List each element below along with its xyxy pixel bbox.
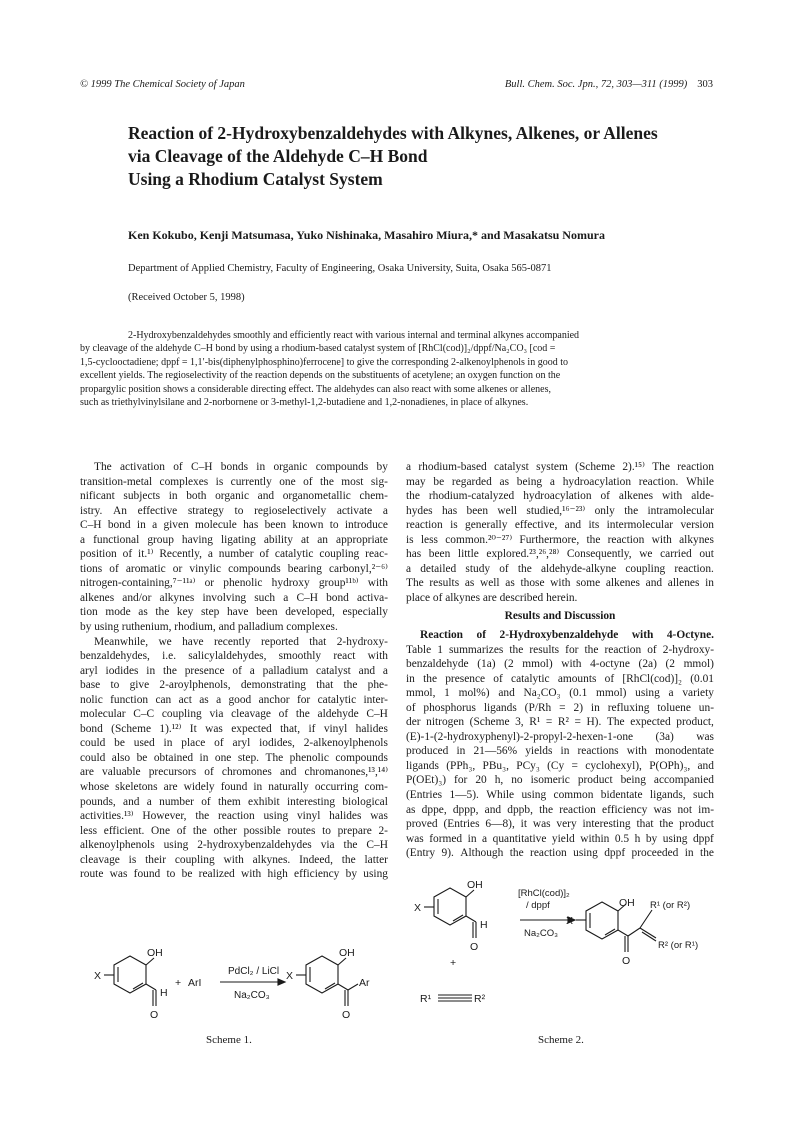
- affiliation: Department of Applied Chemistry, Faculty of Engineering, Osaka University, Suita, Osaka 565-0871: [128, 263, 552, 274]
- text-line: by using ruthenium, rhodium, and palladium complexes.: [80, 621, 338, 634]
- text-line: The results as well as those with some alkenes and allenes in: [406, 577, 714, 590]
- reagent-top: PdCl₂ / LiCl: [228, 966, 280, 977]
- abstract-line: such as triethylvinylsilane and 2-norbornene or 3-methyl-1,2-butadiene and 1,2-nonadienes, in place of alkynes.: [80, 397, 529, 409]
- abstract-line: 1,5-cyclooctadiene; dppf = 1,1′-bis(diphenylphosphino)ferrocene] to give the corresponding 2-alkenoylphenols in good to: [80, 356, 568, 368]
- alkene-bond: [628, 928, 640, 936]
- abstract: [80, 329, 713, 409]
- text-line: Meanwhile, we have recently reported that 2-hydroxy-: [94, 635, 388, 648]
- o-label: O: [150, 1009, 159, 1021]
- plus-sign: +: [450, 957, 457, 969]
- text-line: place of alkynes are described herein.: [406, 591, 578, 604]
- text-line: base to give 2-aroylphenols, demonstrating that the phe-: [80, 679, 388, 692]
- h-label: H: [480, 919, 488, 931]
- left-column: [80, 460, 388, 882]
- r2-product-label: R² (or R¹): [658, 940, 699, 951]
- text-line: The activation of C–H bonds in organic compounds by: [94, 461, 388, 473]
- x-label: X: [566, 915, 574, 927]
- text-line: Table 1 summarizes the results for the reaction of 2-hydroxy-: [406, 643, 714, 656]
- right-column: [406, 460, 714, 861]
- text-line: may be regarded as being a hydroacylation reaction. While: [406, 475, 714, 488]
- text-line: istry. An effective strategy to regioselectively activate a: [80, 504, 388, 517]
- text-line: cleavage is their coupling with alkynes. Indeed, the latter: [80, 853, 388, 866]
- text-line: could be used in place of aryl iodides, 2-alkenoylphenols: [80, 737, 388, 750]
- text-line: a detailed study of the aldehyde-alkyne coupling reaction.: [406, 562, 714, 575]
- arrow-head: [278, 979, 285, 985]
- oh-bond: [338, 958, 346, 965]
- text-line: transition-metal complexes is currently one of the most sig-: [80, 475, 388, 488]
- x-label: X: [94, 970, 102, 982]
- text-line: as dppe, dppp, and dppb, the reaction efficiency was not im-: [406, 803, 714, 816]
- text-line: proved (Entries 6—8), it was very interesting that the product: [406, 818, 714, 831]
- oh-label: OH: [339, 947, 355, 959]
- r1-product-label: R¹ (or R²): [650, 900, 691, 911]
- text-line: tions of aromatic or vinylic compounds bearing carbonyl,²⁻⁶⁾: [80, 562, 388, 575]
- ligand-label: / dppf: [526, 900, 550, 911]
- text-line: nitrogen-containing,⁷⁻¹¹ᵃ⁾ or phenolic hydroxy group¹¹ᵇ⁾ with: [80, 577, 388, 590]
- copyright-line: © 1999 The Chemical Society of Japan: [80, 79, 245, 90]
- r2-label: R²: [474, 993, 486, 1005]
- text-line: C–H bond in a given molecule has been known to introduce: [80, 519, 388, 532]
- title-line: via Cleavage of the Aldehyde C–H Bond: [128, 146, 428, 166]
- section-heading: Results and Discussion: [504, 610, 616, 623]
- aryl-iodide-label: ArI: [188, 977, 202, 989]
- running-header: [80, 79, 713, 93]
- text-line: ligands (PPh₃, PBu₃, PCy₃ (Cy = cyclohexyl), P(OPh)₃, and: [406, 759, 714, 772]
- text-line: reaction is generally effective, and its intermolecular version: [406, 519, 714, 532]
- oh-bond: [146, 958, 154, 965]
- text-line: position of it.¹⁾ Recently, a number of catalytic coupling reac-: [80, 548, 388, 561]
- text-line: (Entry 9). Although the reaction using dppf proceeded in the: [406, 847, 714, 860]
- author-list: Ken Kokubo, Kenji Matsumasa, Yuko Nishinaka, Masahiro Miura,* and Masakatsu Nomura: [128, 228, 605, 242]
- text-line: mmol, 1 mol%) and Na₂CO₃ (0.1 mmol) using a variety: [406, 687, 714, 700]
- title-line: Using a Rhodium Catalyst System: [128, 169, 383, 189]
- text-line: a rhodium-based catalyst system (Scheme 2).¹⁵⁾ The reaction: [406, 461, 714, 473]
- oh-label: OH: [467, 879, 483, 891]
- page-number: 303: [697, 79, 713, 90]
- text-line: are valuable precursors of chromones and chromanones,¹³,¹⁴⁾: [80, 766, 388, 779]
- text-line: in the presence of catalytic amounts of [RhCl(cod)]₂ (0.01: [406, 672, 714, 685]
- o-label: O: [470, 941, 479, 953]
- citation-text: Bull. Chem. Soc. Jpn., 72, 303—311 (1999): [504, 79, 688, 90]
- text-line: is less common.²⁰⁻²⁷⁾ Furthermore, the reaction with alkynes: [406, 533, 714, 546]
- article-title: [128, 122, 708, 191]
- o-label: O: [622, 955, 631, 967]
- oh-label: OH: [619, 897, 635, 909]
- text-line: aryl iodides in the presence of a palladium catalyst and a: [80, 664, 388, 677]
- abstract-line: by cleavage of the aldehyde C–H bond by using a rhodium-based catalyst system of [RhCl(cod)]₂/dppf/Na₂CO₃ [cod =: [80, 343, 556, 355]
- cho-bond: [466, 916, 476, 922]
- text-line: less efficient. One of the other possible routes to prepare 2-: [80, 824, 388, 837]
- intro-continued: [406, 460, 714, 605]
- x-label: X: [286, 970, 294, 982]
- text-line: alkenoylphenols using 2-hydroxybenzaldehydes via the C–H: [80, 839, 388, 852]
- received-date: (Received October 5, 1998): [128, 292, 245, 303]
- text-line: der nitrogen (Scheme 3, R¹ = R² = H). The expected product,: [406, 716, 714, 729]
- title-line: Reaction of 2-Hydroxybenzaldehydes with Alkynes, Alkenes, or Allenes: [128, 123, 658, 143]
- reagent-bottom: Na₂CO₃: [234, 990, 270, 1001]
- text-line: (Entries 1—5). While using common bidentate ligands, such: [406, 789, 714, 802]
- text-line: pounds, and a number of them exhibit interesting biological: [80, 795, 388, 808]
- r1-label: R¹: [420, 993, 432, 1005]
- journal-citation: [505, 79, 713, 90]
- text-line: benzaldehyde (1a) (2 mmol) with 4-octyne (2a) (2 mmol): [406, 658, 714, 671]
- text-line: alkenes and/or alkynes involving such a C–H bond activa-: [80, 591, 388, 604]
- cho-bond: [146, 984, 156, 990]
- results-paragraph: [406, 628, 714, 861]
- text-line: Reaction of 2-Hydroxybenzaldehyde with 4-Octyne.: [420, 629, 714, 642]
- carbonyl-bond: [618, 930, 628, 936]
- base-label: Na₂CO₃: [524, 928, 558, 939]
- scheme-2-caption: Scheme 2.: [538, 1034, 584, 1046]
- h-label: H: [160, 987, 168, 999]
- scheme-2-figure: [406, 862, 716, 1032]
- benzene-ring: [434, 888, 466, 925]
- ar-label: Ar: [359, 977, 370, 989]
- catalyst-label: [RhCl(cod)]₂: [518, 888, 570, 899]
- scheme-1-figure: [80, 934, 390, 1044]
- carbonyl-bond: [338, 984, 348, 990]
- text-line: could also be obtained in one step. The phenolic compounds: [80, 751, 388, 764]
- benzene-ring: [114, 956, 146, 993]
- text-line: a functional group having ligating ability at an appropriate: [80, 533, 388, 546]
- oh-label: OH: [147, 947, 163, 959]
- text-line: benzaldehydes, i.e. salicylaldehydes, smoothly react with: [80, 650, 388, 663]
- text-line: nolic function can act as a good anchor for catalytic inter-: [80, 693, 388, 706]
- text-line: tion mode as the key step have been developed, especially: [80, 606, 388, 619]
- benzene-ring: [306, 956, 338, 993]
- abstract-line: excellent yields. The regioselectivity of the reaction depends on the substituents of acetylene; an oxygen function on the: [80, 370, 561, 382]
- text-line: produced in 21—56% yields in reactions with monodentate: [406, 745, 714, 758]
- text-line: nificant subjects in both organic and organometallic chem-: [80, 490, 388, 503]
- text-line: of phosphorus ligands (P/Rh = 2) in refluxing toluene un-: [406, 701, 714, 714]
- abstract-line: 2-Hydroxybenzaldehydes smoothly and efficiently react with various internal and terminal alkynes accompanied: [128, 330, 580, 341]
- abstract-line: propargylic position shows a considerable directing effect. The aldehydes can also react with some alkenes or allenes,: [80, 383, 551, 395]
- text-line: whose skeletons are widely found in naturally occurring com-: [80, 781, 388, 794]
- benzene-ring: [586, 902, 618, 939]
- text-line: was formed in a quantitative yield within 0.5 h by using dppf: [406, 832, 714, 845]
- scheme-1-caption: Scheme 1.: [206, 1034, 252, 1046]
- text-line: activities.¹³⁾ However, the reaction using vinyl halides was: [80, 810, 388, 823]
- text-line: the rhodium-catalyzed hydroacylation of alkenes with alde-: [406, 490, 714, 503]
- text-line: P(OEt)₃) for 20 h, no isomeric product being accompanied: [406, 774, 714, 787]
- text-line: hydes has been well studied,¹⁶⁻²³⁾ only the intramolecular: [406, 504, 714, 517]
- text-line: has been little explored.²³,²⁶,²⁸⁾ Consequently, we carried out: [406, 548, 714, 561]
- plus-sign: +: [175, 977, 182, 989]
- text-line: molecular C–C coupling via cleavage of the aldehyde C–H: [80, 708, 388, 721]
- text-line: bond (Scheme 1).¹²⁾ It was expected that, if vinyl halides: [80, 722, 388, 735]
- r1-bond: [640, 910, 652, 928]
- o-label: O: [342, 1009, 351, 1021]
- x-label: X: [414, 902, 422, 914]
- text-line: (E)-1-(2-hydroxyphenyl)-2-propyl-2-hexen-1-one (3a) was: [406, 730, 714, 743]
- aryl-bond: [348, 984, 358, 990]
- oh-bond: [466, 890, 474, 897]
- text-line: route was found to be realized with high efficiency by using: [80, 868, 388, 881]
